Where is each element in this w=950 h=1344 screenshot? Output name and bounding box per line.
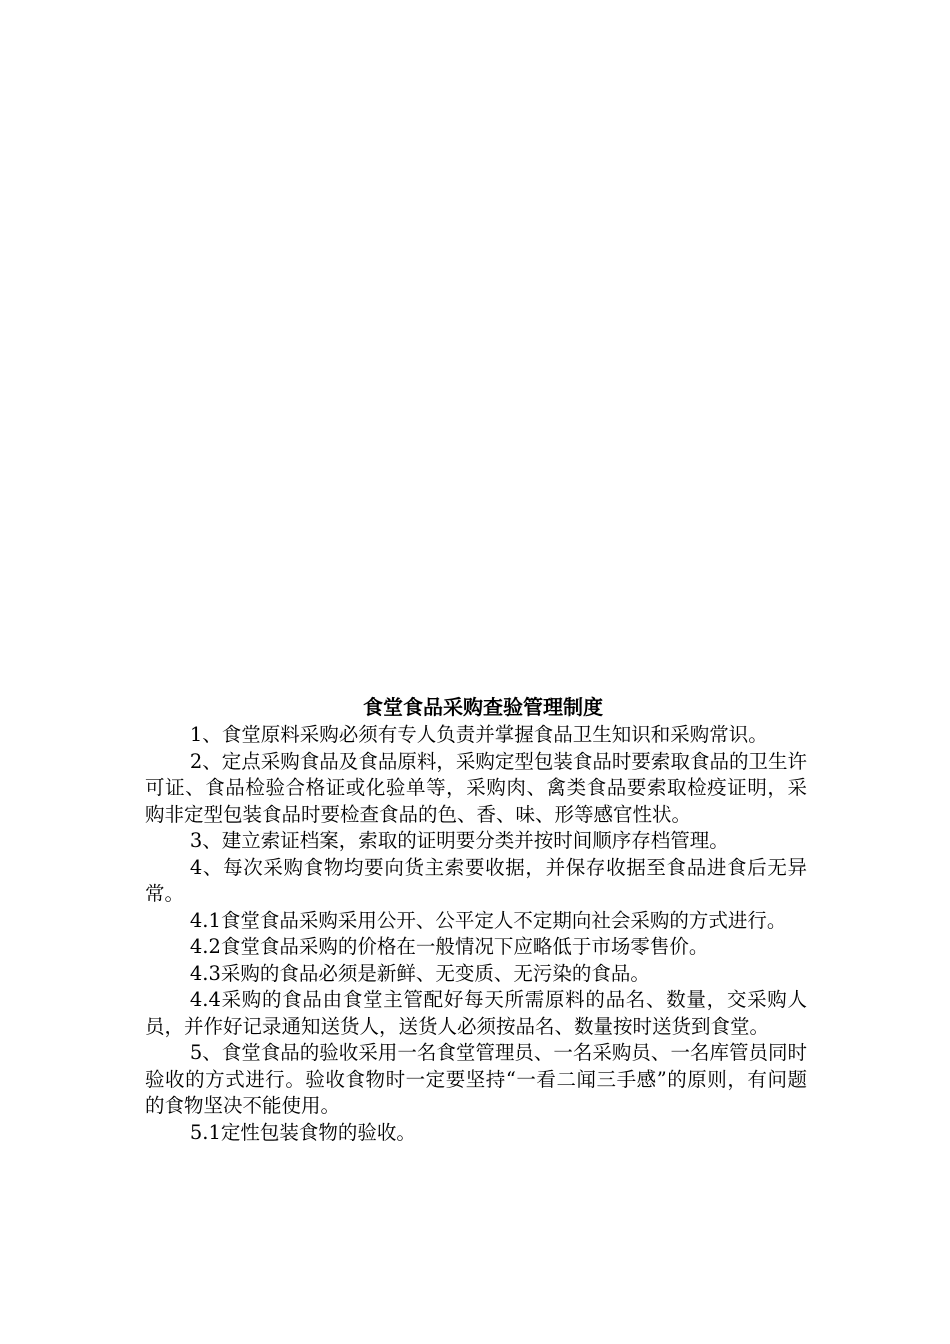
paragraph-4: 4、每次采购食物均要向货主索要收据，并保存收据至食品进食后无异常。 xyxy=(145,855,807,905)
paragraph-5: 5、食堂食品的验收采用一名食堂管理员、一名采购员、一名库管员同时验收的方式进行。验收食物时一定要坚持“一看二闻三手感”的原则，有问题的食物坚决不能使用。 xyxy=(145,1041,807,1117)
paragraph-4-3: 4.3采购的食品必须是新鲜、无变质、无污染的食品。 xyxy=(189,961,650,985)
paragraph-2: 2、定点采购食品及食品原料，采购定型包装食品时要索取食品的卫生许可证、食品检验合格证或化验单等，采购肉、禽类食品要索取检疫证明，采购非定型包装食品时要检查食品的色、香、味、形等感官性状。 xyxy=(145,749,807,826)
document-body xyxy=(145,693,807,1146)
paragraph-4-1: 4.1食堂食品采购采用公开、公平定人不定期向社会采购的方式进行。 xyxy=(189,908,787,932)
paragraph-5-1: 5.1定性包装食物的验收。 xyxy=(189,1120,416,1144)
paragraph-1: 1、食堂原料采购必须有专人负责并掌握食品卫生知识和采购常识。 xyxy=(189,723,768,746)
paragraph-3: 3、建立索证档案，索取的证明要分类并按时间顺序存档管理。 xyxy=(189,829,729,852)
paragraph-4-2: 4.2食堂食品采购的价格在一般情况下应略低于市场零售价。 xyxy=(189,935,709,958)
paragraph-4-4: 4.4采购的食品由食堂主管配好每天所需原料的品名、数量，交采购人员，并作好记录通知送货人，送货人必须按品名、数量按时送货到食堂。 xyxy=(145,988,807,1038)
document-title: 食堂食品采购查验管理制度 xyxy=(363,695,603,719)
